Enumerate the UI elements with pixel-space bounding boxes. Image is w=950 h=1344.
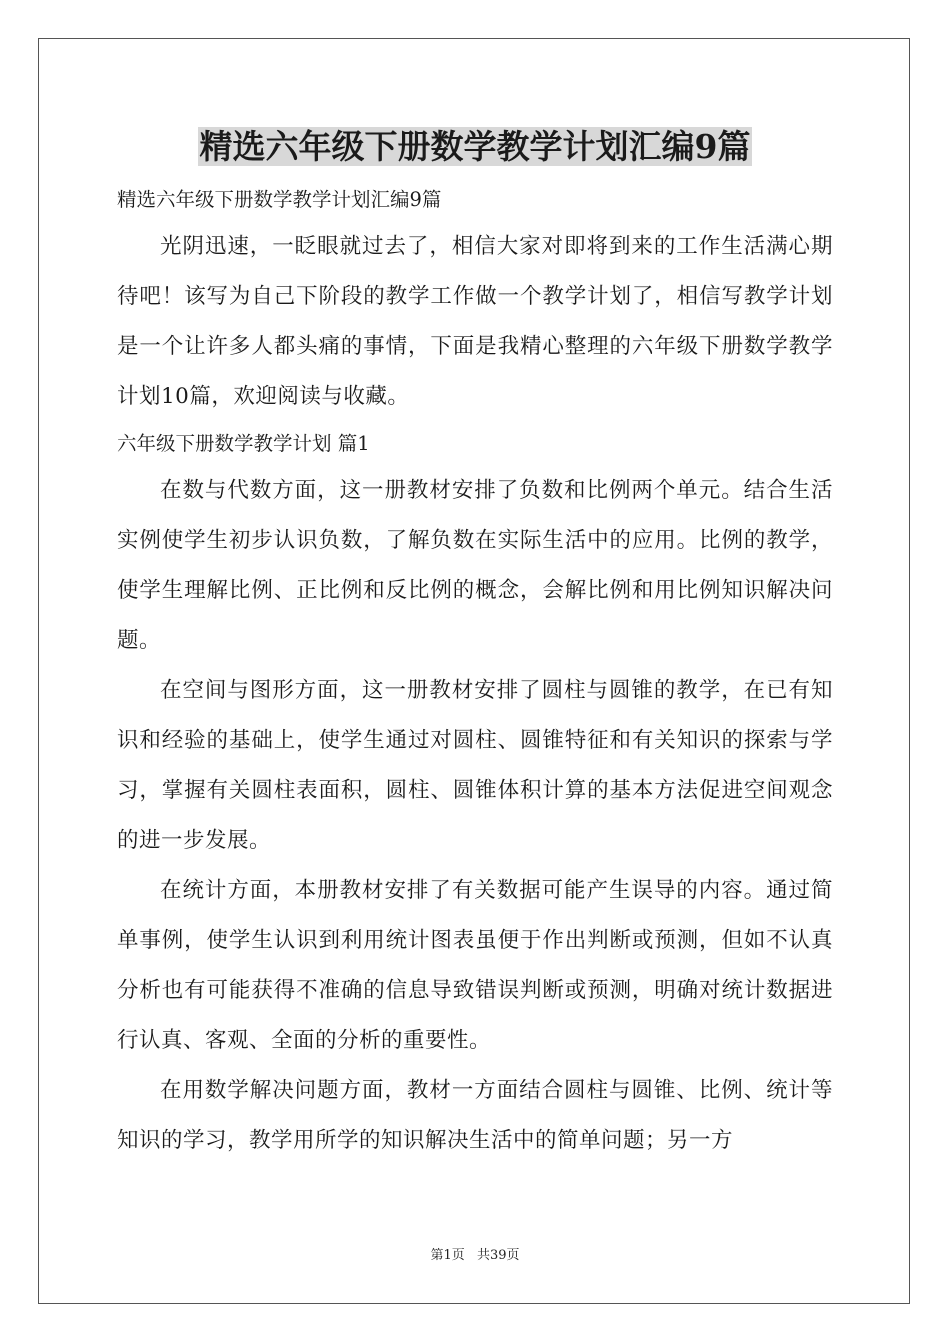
page-total: 共39页: [476, 1248, 520, 1263]
section-heading: 六年级下册数学教学计划 篇1: [117, 432, 370, 455]
intro-paragraph: 光阴迅速，一眨眼就过去了，相信大家对即将到来的工作生活满心期待吧！该写为自己下阶段的教学工作做一个教学计划了，相信写教学计划是一个让许多人都头痛的事情，下面是我精心整理的六年级下册数学教学计划10篇，欢迎阅读与收藏。: [117, 234, 833, 409]
subtitle-line: 精选六年级下册数学教学计划汇编9篇: [117, 188, 442, 211]
document-body: [117, 178, 833, 1166]
document-title-text: 精选六年级下册数学教学计划汇编9篇: [199, 127, 751, 166]
body-paragraph: 在用数学解决问题方面，教材一方面结合圆柱与圆锥、比例、统计等知识的学习，教学用所学的知识解决生活中的简单问题；另一方: [117, 1078, 833, 1153]
body-paragraph: 在统计方面，本册教材安排了有关数据可能产生误导的内容。通过简单事例，使学生认识到利用统计图表虽便于作出判断或预测，但如不认真分析也有可能获得不准确的信息导致错误判断或预测，明确对统计数据进行认真、客观、全面的分析的重要性。: [117, 878, 833, 1053]
body-paragraph: 在数与代数方面，这一册教材安排了负数和比例两个单元。结合生活实例使学生初步认识负数，了解负数在实际生活中的应用。比例的教学，使学生理解比例、正比例和反比例的概念，会解比例和用比例知识解决问题。: [117, 478, 833, 653]
body-paragraph: 在空间与图形方面，这一册教材安排了圆柱与圆锥的教学，在已有知识和经验的基础上，使学生通过对圆柱、圆锥特征和有关知识的探索与学习，掌握有关圆柱表面积，圆柱、圆锥体积计算的基本方法促进空间观念的进一步发展。: [117, 678, 833, 853]
document-title: [0, 122, 950, 172]
page-footer: [0, 1246, 950, 1266]
page-number: 第1页: [430, 1248, 465, 1263]
